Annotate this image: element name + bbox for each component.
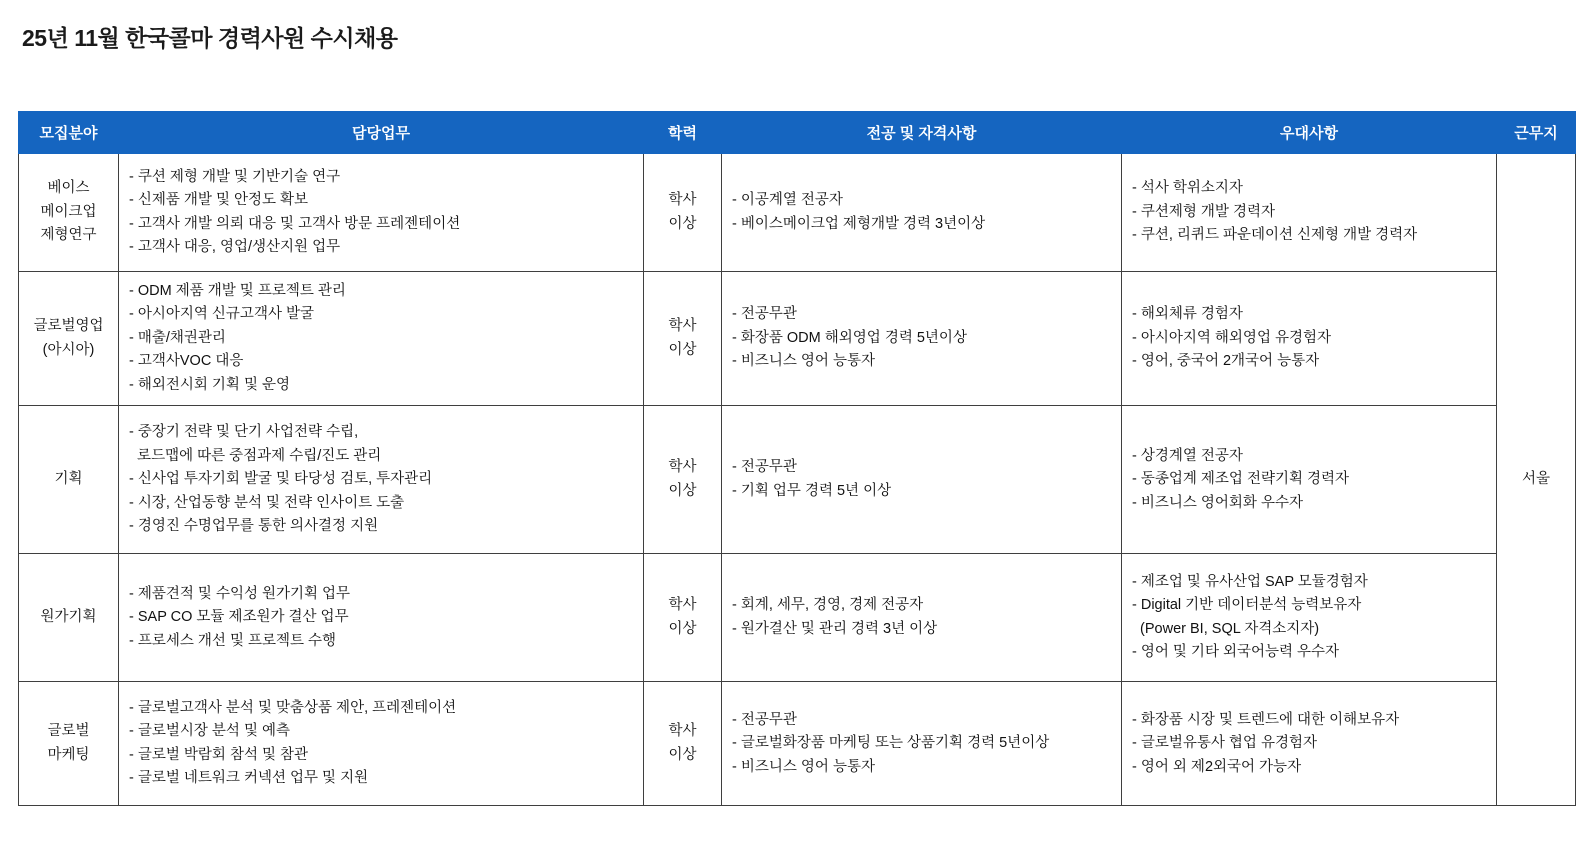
cell-education: 학사 이상	[644, 154, 722, 272]
cell-preference-line: - 화장품 시장 및 트렌드에 대한 이해보유자	[1132, 711, 1400, 728]
cell-duty-line: - 경영진 수명업무를 통한 의사결정 지원	[129, 518, 379, 535]
cell-preference-line: - 비즈니스 영어회화 우수자	[1132, 494, 1303, 511]
cell-duty-line: - 신사업 투자기회 발굴 및 타당성 검토, 투자관리	[129, 471, 433, 488]
cell-location: 서울	[1497, 154, 1576, 806]
cell-field: 베이스 메이크업 제형연구	[19, 154, 119, 272]
cell-education: 학사 이상	[644, 272, 722, 406]
cell-education: 학사 이상	[644, 682, 722, 806]
cell-preference-line: - 글로벌유통사 협업 유경험자	[1132, 735, 1317, 752]
cell-preference-line: - 쿠션, 리퀴드 파운데이션 신제형 개발 경력자	[1132, 227, 1418, 244]
cell-preference-line: - 영어 외 제2외국어 가능자	[1132, 758, 1302, 775]
cell-duty-line: - 제품견적 및 수익성 원가기획 업무	[129, 585, 351, 602]
cell-qualification-line: - 베이스메이크업 제형개발 경력 3년이상	[732, 215, 986, 232]
cell-qualification-line: - 글로벌화장품 마케팅 또는 상품기획 경력 5년이상	[732, 735, 1050, 752]
cell-duty-line: - 신제품 개발 및 안정도 확보	[129, 192, 309, 209]
table-row	[19, 272, 1576, 406]
cell-duty-line: - 글로벌 네트워크 커넥션 업무 및 지원	[129, 770, 369, 787]
cell-duty-line: - 중장기 전략 및 단기 사업전략 수립,	[129, 424, 359, 441]
cell-preference	[1122, 682, 1497, 806]
cell-qualification-line: - 전공무관	[732, 711, 797, 728]
cell-qualification-line: - 원가결산 및 관리 경력 3년 이상	[732, 620, 938, 637]
cell-qualification-line: - 비즈니스 영어 능통자	[732, 758, 875, 775]
cell-duty	[119, 682, 644, 806]
cell-qualification-line: - 화장품 ODM 해외영업 경력 5년이상	[732, 329, 967, 346]
cell-qualification	[722, 554, 1122, 682]
cell-duty-line: 로드맵에 따른 중점과제 수립/진도 관리	[129, 447, 382, 464]
column-header-field: 모집분야	[19, 112, 119, 154]
cell-duty-line: - 고객사 개발 의뢰 대응 및 고객사 방문 프레젠테이션	[129, 215, 461, 232]
cell-duty	[119, 272, 644, 406]
cell-education: 학사 이상	[644, 554, 722, 682]
cell-duty	[119, 406, 644, 554]
table-row	[19, 682, 1576, 806]
cell-qualification-line: - 회계, 세무, 경영, 경제 전공자	[732, 597, 924, 614]
table-row	[19, 554, 1576, 682]
column-header-preference: 우대사항	[1122, 112, 1497, 154]
table-body	[19, 154, 1576, 806]
cell-preference	[1122, 406, 1497, 554]
cell-duty-line: - 글로벌 박람회 참석 및 참관	[129, 746, 309, 763]
recruitment-table	[18, 111, 1576, 806]
cell-education: 학사 이상	[644, 406, 722, 554]
cell-preference-line: - 해외체류 경험자	[1132, 306, 1243, 323]
column-header-qualification: 전공 및 자격사항	[722, 112, 1122, 154]
cell-field: 기획	[19, 406, 119, 554]
cell-preference	[1122, 154, 1497, 272]
cell-preference	[1122, 272, 1497, 406]
cell-duty-line: - 시장, 산업동향 분석 및 전략 인사이트 도출	[129, 494, 405, 511]
cell-duty-line: - 프로세스 개선 및 프로젝트 수행	[129, 632, 337, 649]
table-header-row	[19, 112, 1576, 154]
column-header-duty: 담당업무	[119, 112, 644, 154]
cell-preference-line: - 제조업 및 유사산업 SAP 모듈경험자	[1132, 573, 1368, 590]
cell-preference	[1122, 554, 1497, 682]
table-row	[19, 406, 1576, 554]
cell-qualification	[722, 406, 1122, 554]
cell-field: 글로벌 마케팅	[19, 682, 119, 806]
cell-duty-line: - 글로벌시장 분석 및 예측	[129, 723, 291, 740]
table-row	[19, 154, 1576, 272]
cell-duty	[119, 154, 644, 272]
page-title: 25년 11월 한국콜마 경력사원 수시채용	[22, 25, 398, 51]
cell-preference-line: - 석사 학위소지자	[1132, 180, 1243, 197]
cell-preference-line: (Power BI, SQL 자격소지자)	[1132, 620, 1320, 637]
cell-duty-line: - 해외전시회 기획 및 운영	[129, 376, 291, 393]
cell-qualification-line: - 비즈니스 영어 능통자	[732, 353, 875, 370]
cell-duty-line: - 아시아지역 신규고객사 발굴	[129, 306, 314, 323]
cell-qualification	[722, 154, 1122, 272]
cell-duty-line: - SAP CO 모듈 제조원가 결산 업무	[129, 609, 349, 626]
column-header-location: 근무지	[1497, 112, 1576, 154]
cell-preference-line: - 영어 및 기타 외국어능력 우수자	[1132, 644, 1340, 661]
cell-preference-line: - 동종업계 제조업 전략기획 경력자	[1132, 471, 1350, 488]
cell-preference-line: - 쿠션제형 개발 경력자	[1132, 203, 1275, 220]
cell-duty	[119, 554, 644, 682]
cell-qualification	[722, 682, 1122, 806]
cell-qualification-line: - 전공무관	[732, 459, 797, 476]
column-header-education: 학력	[644, 112, 722, 154]
cell-duty-line: - 고객사VOC 대응	[129, 353, 244, 370]
cell-preference-line: - 상경계열 전공자	[1132, 447, 1243, 464]
cell-qualification-line: - 전공무관	[732, 306, 797, 323]
cell-field: 원가기획	[19, 554, 119, 682]
recruitment-table-container	[18, 111, 1575, 806]
cell-duty-line: - 쿠션 제형 개발 및 기반기술 연구	[129, 168, 341, 185]
cell-duty-line: - 매출/채권관리	[129, 329, 226, 346]
cell-qualification-line: - 기획 업무 경력 5년 이상	[732, 482, 892, 499]
cell-preference-line: - 영어, 중국어 2개국어 능통자	[1132, 353, 1320, 370]
cell-field: 글로벌영업 (아시아)	[19, 272, 119, 406]
cell-preference-line: - 아시아지역 해외영업 유경험자	[1132, 329, 1332, 346]
cell-duty-line: - ODM 제품 개발 및 프로젝트 관리	[129, 283, 346, 299]
cell-preference-line: - Digital 기반 데이터분석 능력보유자	[1132, 597, 1362, 614]
cell-duty-line: - 글로벌고객사 분석 및 맞춤상품 제안, 프레젠테이션	[129, 699, 457, 716]
cell-qualification	[722, 272, 1122, 406]
cell-qualification-line: - 이공계열 전공자	[732, 192, 843, 209]
cell-duty-line: - 고객사 대응, 영업/생산지원 업무	[129, 238, 341, 255]
table-header	[19, 112, 1576, 154]
